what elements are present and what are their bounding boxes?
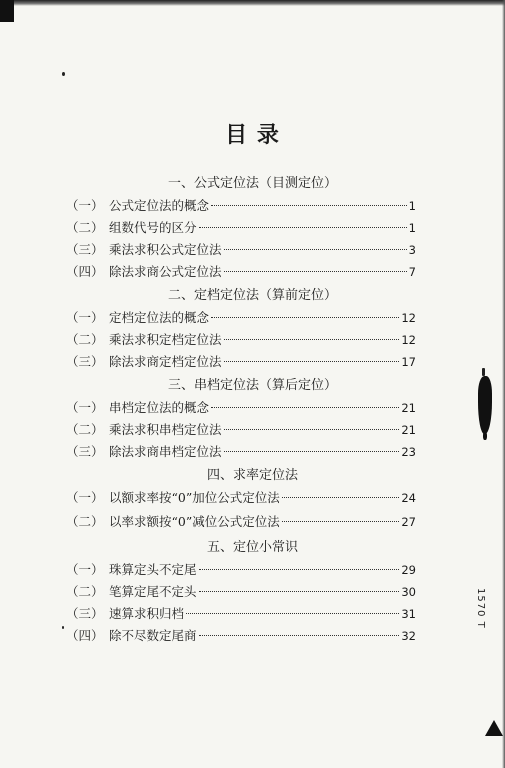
entry-title: 公式定位法的概念 <box>109 198 210 213</box>
scan-corner-triangle <box>485 720 503 736</box>
dot-leader <box>224 451 400 452</box>
page-number: 27 <box>401 515 416 529</box>
toc-entry <box>66 330 416 348</box>
ink-blot-tail <box>483 432 487 440</box>
entry-title: 乘法求积公式定位法 <box>109 242 222 257</box>
entry-number: （二） <box>66 220 104 235</box>
page-number: 3 <box>408 243 416 257</box>
entry-number: （三） <box>66 606 104 621</box>
dot-leader <box>224 429 400 430</box>
scan-top-edge <box>0 0 505 6</box>
dot-leader <box>199 569 400 570</box>
entry-title: 除法求商定档定位法 <box>109 354 222 369</box>
entry-number: （一） <box>66 310 104 325</box>
entry-number: （二） <box>66 514 104 529</box>
entry-number: （一） <box>66 562 104 577</box>
entry-number: （三） <box>66 242 104 257</box>
page-number: 17 <box>401 355 416 369</box>
scan-corner-mark <box>0 0 14 22</box>
toc-entry <box>66 512 416 530</box>
dot-leader <box>211 205 407 206</box>
entry-title: 除法求商串档定位法 <box>109 444 222 459</box>
page-title: 目 录 <box>225 123 280 148</box>
entry-number: （一） <box>66 490 104 505</box>
page-number: 7 <box>408 265 416 279</box>
toc-entry <box>66 352 416 370</box>
toc-entry <box>66 582 416 600</box>
entry-title: 乘法求积串档定位法 <box>109 422 222 437</box>
dot-leader <box>224 361 400 362</box>
toc-entry <box>66 218 416 236</box>
toc-entry <box>66 308 416 326</box>
section-heading: 二、定档定位法（算前定位） <box>167 288 337 303</box>
entry-number: （二） <box>66 422 104 437</box>
page-number: 32 <box>401 629 416 643</box>
dot-leader <box>199 227 407 228</box>
toc-entry <box>66 604 416 622</box>
entry-number: （四） <box>66 628 104 643</box>
side-stamp-number: 1570 T <box>475 588 486 629</box>
entry-number: （三） <box>66 444 104 459</box>
toc-entry <box>66 420 416 438</box>
entry-title: 组数代号的区分 <box>109 220 197 235</box>
section-heading: 四、求率定位法 <box>206 468 298 483</box>
dot-leader <box>186 613 399 614</box>
dot-leader <box>211 317 399 318</box>
scan-speck <box>62 626 64 629</box>
dot-leader <box>199 591 400 592</box>
page-number: 12 <box>401 311 416 325</box>
toc-entry <box>66 442 416 460</box>
toc-entry <box>66 560 416 578</box>
page-number: 1 <box>408 199 416 213</box>
entry-title: 以率求额按“0”减位公式定位法 <box>109 514 280 529</box>
entry-title: 速算求积归档 <box>109 606 185 621</box>
toc-entry <box>66 398 416 416</box>
dot-leader <box>282 521 400 522</box>
toc-entry <box>66 240 416 258</box>
entry-number: （一） <box>66 198 104 213</box>
entry-title: 乘法求积定档定位法 <box>109 332 222 347</box>
section-heading: 五、定位小常识 <box>206 540 298 555</box>
entry-number: （一） <box>66 400 104 415</box>
page-number: 31 <box>401 607 416 621</box>
page-number: 1 <box>408 221 416 235</box>
dot-leader <box>224 271 407 272</box>
page-number: 24 <box>401 491 416 505</box>
dot-leader <box>211 407 399 408</box>
section-heading: 一、公式定位法（目测定位） <box>167 176 337 191</box>
entry-number: （二） <box>66 584 104 599</box>
page-number: 29 <box>401 563 416 577</box>
scan-speck <box>62 72 65 76</box>
toc-entry <box>66 262 416 280</box>
page-number: 30 <box>401 585 416 599</box>
entry-title: 笔算定尾不定头 <box>109 584 197 599</box>
entry-number: （四） <box>66 264 104 279</box>
toc-entry <box>66 488 416 506</box>
entry-title: 定档定位法的概念 <box>109 310 210 325</box>
dot-leader <box>282 497 400 498</box>
toc-entry <box>66 626 416 644</box>
entry-title: 珠算定头不定尾 <box>109 562 197 577</box>
page-number: 12 <box>401 333 416 347</box>
dot-leader <box>199 635 400 636</box>
page-number: 21 <box>401 423 416 437</box>
entry-number: （二） <box>66 332 104 347</box>
page-number: 23 <box>401 445 416 459</box>
toc-entry <box>66 196 416 214</box>
entry-title: 除不尽数定尾商 <box>109 628 197 643</box>
entry-title: 串档定位法的概念 <box>109 400 210 415</box>
entry-title: 除法求商公式定位法 <box>109 264 222 279</box>
dot-leader <box>224 339 400 340</box>
section-heading: 三、串档定位法（算后定位） <box>167 378 337 393</box>
dot-leader <box>224 249 407 250</box>
entry-title: 以额求率按“0”加位公式定位法 <box>109 490 280 505</box>
entry-number: （三） <box>66 354 104 369</box>
page-number: 21 <box>401 401 416 415</box>
